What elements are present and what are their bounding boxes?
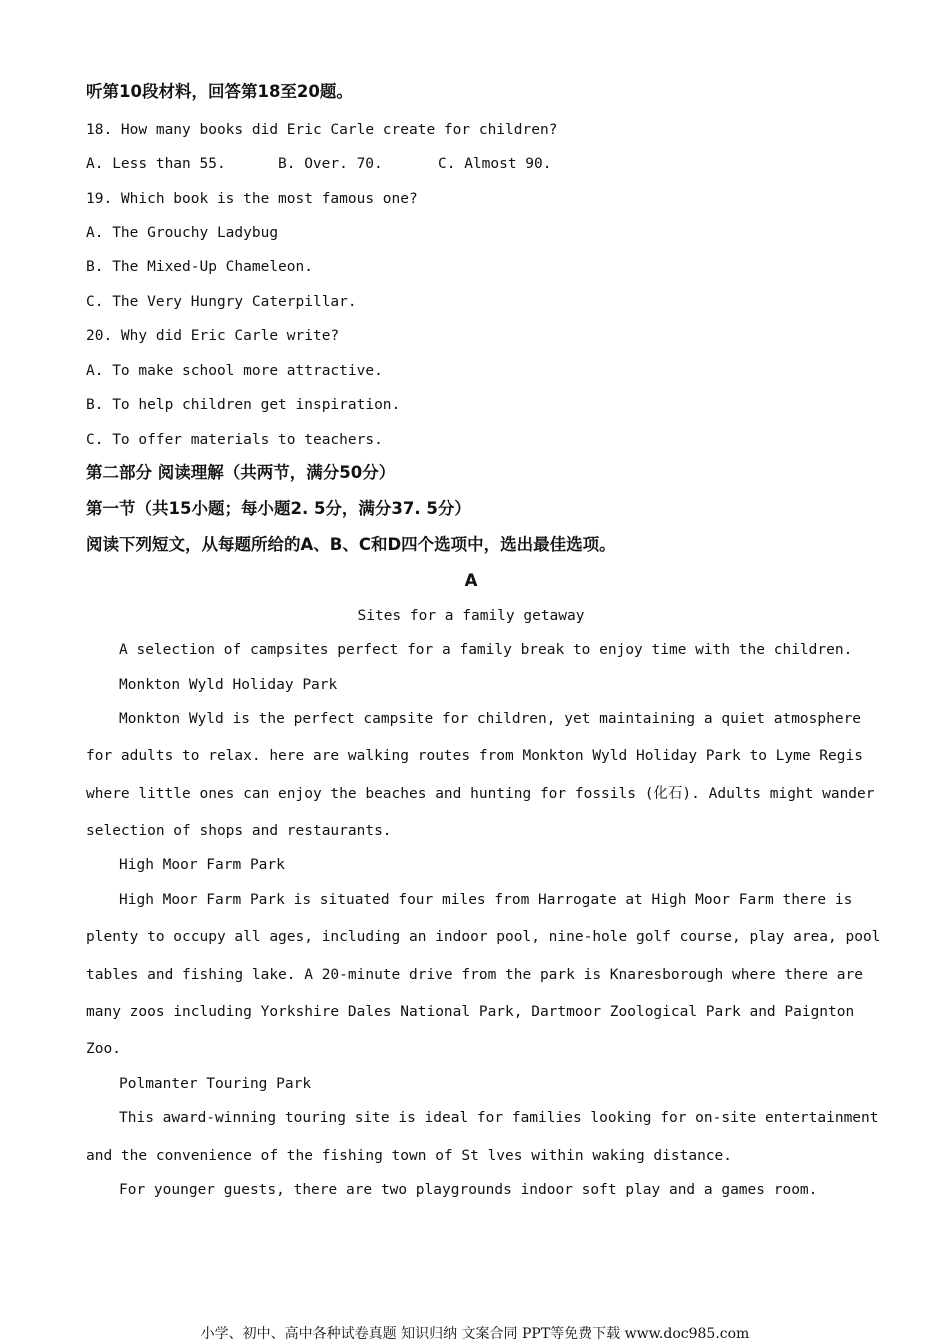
option-c: C. To offer materials to teachers. — [86, 432, 383, 448]
paragraph-line: and the convenience of the fishing town of St lves within waking distance. — [86, 1148, 733, 1164]
passage-letter: A — [464, 571, 478, 590]
paragraph-line: for adults to relax. here are walking routes from Monkton Wyld Holiday Park to Lyme Regis — [86, 748, 863, 764]
paragraph-line: where little ones can enjoy the beaches and hunting for fossils (化石). Adults might wander — [86, 786, 875, 802]
park-name: Monkton Wyld Holiday Park — [119, 677, 338, 693]
option-c: C. The Very Hungry Caterpillar. — [86, 294, 357, 310]
park-name: Polmanter Touring Park — [119, 1076, 312, 1092]
passage-title: Sites for a family getaway — [357, 608, 585, 624]
passage-intro: A selection of campsites perfect for a family break to enjoy time with the children. — [119, 642, 853, 658]
question-20: 20. Why did Eric Carle write? — [86, 328, 340, 344]
option-a: A. To make school more attractive. — [86, 363, 383, 379]
part2-heading: 第二部分 阅读理解（共两节，满分50分） — [86, 463, 396, 482]
instructions: 阅读下列短文，从每题所给的A、B、C和D四个选项中，选出最佳选项。 — [86, 535, 616, 554]
document-page — [86, 78, 881, 1200]
park-name: High Moor Farm Park — [119, 857, 285, 873]
question-18-options — [86, 154, 856, 174]
option-a: A. Less than 55. — [86, 156, 226, 172]
section1-heading: 第一节（共15小题；每小题2. 5分，满分37. 5分） — [86, 499, 471, 518]
park-description — [86, 1108, 879, 1166]
option-c: C. Almost 90. — [438, 156, 552, 172]
listening-section-heading: 听第10段材料，回答第18至20题。 — [86, 82, 353, 101]
option-b: B. The Mixed-Up Chameleon. — [86, 259, 313, 275]
option-b: B. Over. 70. — [278, 156, 383, 172]
park-description — [86, 890, 881, 1059]
paragraph-line: selection of shops and restaurants. — [86, 823, 392, 839]
paragraph-line: This award-winning touring site is ideal for families looking for on-site entertainment — [119, 1110, 879, 1126]
park-description — [86, 709, 875, 841]
paragraph-line: plenty to occupy all ages, including an indoor pool, nine-hole golf course, play area, pool — [86, 929, 881, 945]
footer-banner: 小学、初中、高中各种试卷真题 知识归纳 文案合同 PPT等免费下载 www.doc985.com — [200, 1326, 750, 1342]
paragraph-line: High Moor Farm Park is situated four miles from Harrogate at High Moor Farm there is — [119, 892, 853, 908]
question-18: 18. How many books did Eric Carle create for children? — [86, 122, 558, 138]
option-b: B. To help children get inspiration. — [86, 397, 401, 413]
paragraph-line: Zoo. — [86, 1041, 121, 1057]
paragraph-line: Monkton Wyld is the perfect campsite for children, yet maintaining a quiet atmosphere — [119, 711, 862, 727]
option-a: A. The Grouchy Ladybug — [86, 225, 279, 241]
park-extra-info: For younger guests, there are two playgrounds indoor soft play and a games room. — [119, 1182, 818, 1198]
paragraph-line: tables and fishing lake. A 20-minute drive from the park is Knaresborough where there are — [86, 967, 863, 983]
question-19: 19. Which book is the most famous one? — [86, 191, 418, 207]
paragraph-line: many zoos including Yorkshire Dales National Park, Dartmoor Zoological Park and Paignton — [86, 1004, 855, 1020]
